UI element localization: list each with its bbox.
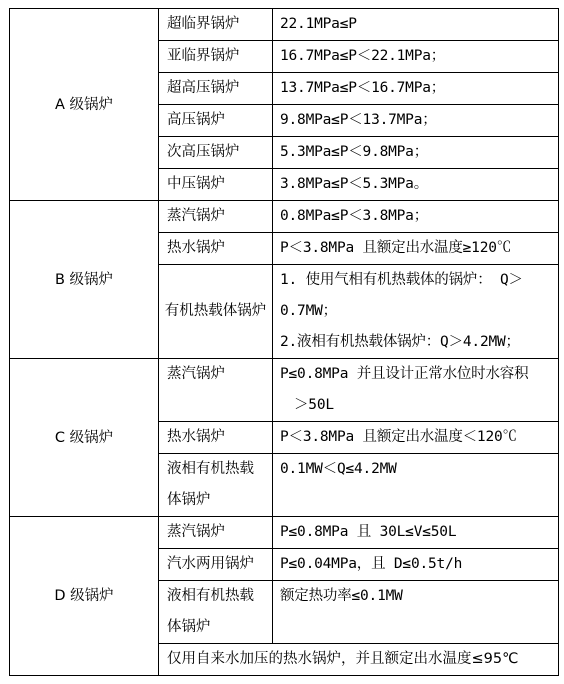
condition-line: 2.液相有机热载体锅炉：Q＞4.2MW； — [280, 334, 520, 350]
boiler-type: 高压锅炉 — [159, 105, 273, 137]
boiler-type: 热水锅炉 — [159, 422, 273, 454]
boiler-condition: 13.7MPa≤P＜16.7MPa； — [273, 73, 559, 105]
boiler-type — [159, 265, 273, 359]
grade-label: C 级锅炉 — [10, 359, 159, 517]
boiler-condition: 16.7MPa≤P＜22.1MPa； — [273, 41, 559, 73]
boiler-condition: P＜3.8MPa 且额定出水温度＜120℃ — [273, 422, 559, 454]
boiler-type: 蒸汽锅炉 — [159, 359, 273, 422]
grade-label: D 级锅炉 — [10, 517, 159, 676]
boiler-type — [159, 454, 273, 517]
grade-label: B 级锅炉 — [10, 201, 159, 359]
boiler-condition: P≤0.8MPa 且 30L≤V≤50L — [273, 517, 559, 549]
boiler-type: 次高压锅炉 — [159, 137, 273, 169]
boiler-type: 汽水两用锅炉 — [159, 549, 273, 581]
condition-line: ＞50L — [294, 397, 334, 413]
boiler-type: 超高压锅炉 — [159, 73, 273, 105]
boiler-condition: P≤0.04MPa，且 D≤0.5t/h — [273, 549, 559, 581]
boiler-type-text: 有机热载体锅炉 — [164, 303, 267, 319]
boiler-condition: 3.8MPa≤P＜5.3MPa。 — [273, 169, 559, 201]
condition-line: P≤0.8MPa 并且设计正常水位时水容积 — [280, 366, 529, 382]
boiler-type: 亚临界锅炉 — [159, 41, 273, 73]
boiler-type-text: 液相有机热载体锅炉 — [167, 461, 254, 508]
boiler-condition: 22.1MPa≤P — [273, 9, 559, 41]
table-row — [10, 9, 559, 41]
boiler-type: 热水锅炉 — [159, 233, 273, 265]
boiler-type: 中压锅炉 — [159, 169, 273, 201]
boiler-condition: 额定热功率≤0.1MW — [273, 581, 559, 644]
condition-line: 0.7MW； — [280, 303, 337, 319]
table-row — [10, 517, 559, 549]
boiler-type: 蒸汽锅炉 — [159, 517, 273, 549]
boiler-grade-table — [9, 8, 559, 676]
table-row — [10, 359, 559, 422]
boiler-type-text: 液相有机热载体锅炉 — [167, 588, 254, 635]
spanning-note: 仅用自来水加压的热水锅炉，并且额定出水温度≤95℃ — [159, 644, 559, 676]
boiler-condition — [273, 265, 559, 359]
boiler-condition: 9.8MPa≤P＜13.7MPa； — [273, 105, 559, 137]
table-row — [10, 201, 559, 233]
boiler-condition: P＜3.8MPa 且额定出水温度≥120℃ — [273, 233, 559, 265]
boiler-condition: 0.8MPa≤P＜3.8MPa； — [273, 201, 559, 233]
boiler-condition: 0.1MW＜Q≤4.2MW — [273, 454, 559, 517]
boiler-type — [159, 581, 273, 644]
boiler-type: 超临界锅炉 — [159, 9, 273, 41]
boiler-type: 蒸汽锅炉 — [159, 201, 273, 233]
boiler-condition: 5.3MPa≤P＜9.8MPa； — [273, 137, 559, 169]
boiler-condition — [273, 359, 559, 422]
condition-line: 1. 使用气相有机热载体的锅炉： Q＞ — [280, 272, 523, 288]
grade-label: A 级锅炉 — [10, 9, 159, 201]
